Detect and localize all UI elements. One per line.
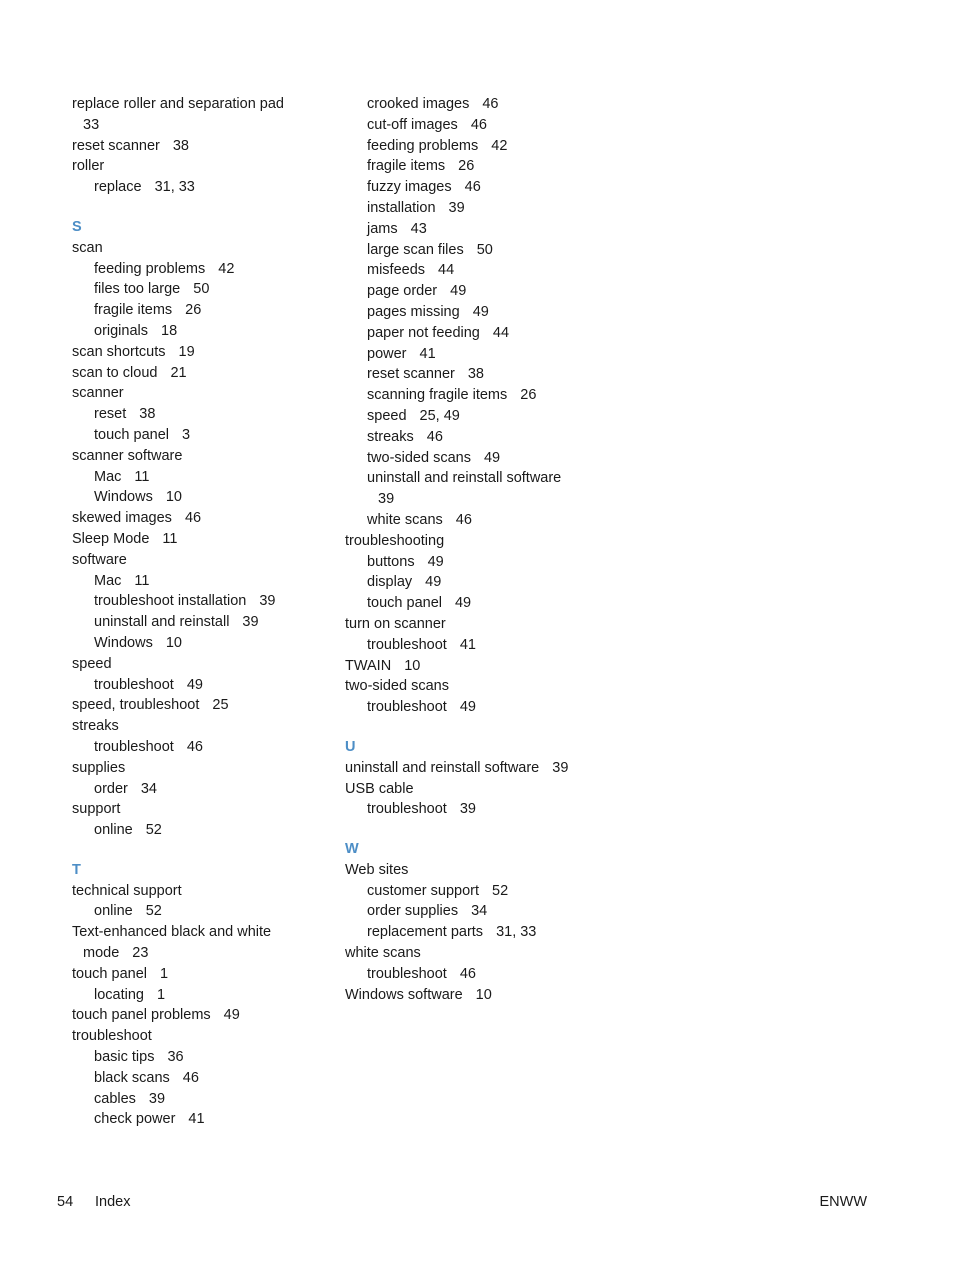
index-term: check power [94, 1111, 176, 1128]
index-term: scanner software [72, 447, 183, 464]
index-page-ref[interactable]: 50 [476, 241, 493, 258]
index-term: troubleshoot [72, 1028, 152, 1045]
index-subentry [345, 115, 610, 136]
index-entry [72, 508, 337, 529]
index-page-ref[interactable]: 39 [148, 1090, 166, 1107]
index-term: white scans [345, 945, 421, 962]
index-entry [72, 238, 337, 259]
index-term: buttons [367, 553, 415, 570]
index-subentry [72, 985, 337, 1006]
index-subentry [72, 779, 337, 800]
index-page-ref[interactable]: 49 [450, 283, 467, 300]
index-entry [345, 656, 610, 677]
index-page-ref[interactable]: 21 [170, 364, 187, 381]
index-term: files too large [94, 281, 181, 298]
index-term: white scans [367, 511, 443, 528]
index-page-ref[interactable]: 41 [459, 636, 476, 653]
index-subentry [345, 510, 610, 531]
index-term: jams [367, 220, 398, 237]
index-entry [345, 943, 610, 964]
index-page-ref[interactable]: 49 [425, 574, 442, 591]
index-page-ref[interactable]: 38 [139, 406, 156, 423]
index-term: online [94, 822, 133, 839]
index-subentry [72, 487, 337, 508]
index-page-ref[interactable]: 42 [218, 260, 235, 277]
index-page-ref[interactable]: 46 [459, 965, 476, 982]
index-entry [72, 799, 337, 820]
index-subentry [345, 240, 610, 261]
index-entry [72, 922, 337, 943]
index-column-left [72, 94, 337, 1130]
index-subentry [345, 697, 610, 718]
index-term: TWAIN [345, 657, 392, 674]
index-term: supplies [72, 759, 126, 776]
index-entry [72, 881, 337, 902]
index-page-ref[interactable]: 46 [182, 1069, 199, 1086]
index-subentry [72, 404, 337, 425]
index-page-ref[interactable]: 39 [242, 614, 259, 631]
index-page-ref[interactable]: 41 [188, 1111, 205, 1128]
index-term: support [72, 801, 121, 818]
index-page-ref[interactable]: 33 [83, 116, 100, 133]
index-subentry [345, 593, 610, 614]
index-page-ref[interactable]: 31, 33 [496, 924, 537, 941]
index-term: technical support [72, 882, 182, 899]
index-term: reset scanner [72, 137, 160, 154]
index-page-ref[interactable]: 46 [455, 511, 472, 528]
index-entry [72, 136, 337, 157]
index-subentry [345, 448, 610, 469]
index-page-ref[interactable]: 19 [178, 343, 195, 360]
index-entry [72, 695, 337, 716]
footer-document-code: ENWW [819, 1194, 867, 1210]
index-page-ref[interactable]: 25, 49 [419, 407, 460, 424]
index-entry [72, 446, 337, 467]
index-page-ref[interactable]: 46 [426, 428, 443, 445]
index-term: scan to cloud [72, 364, 158, 381]
index-term: uninstall and reinstall [94, 614, 230, 631]
index-page-ref[interactable]: 11 [162, 530, 178, 547]
index-term: Sleep Mode [72, 530, 150, 547]
index-term: black scans [94, 1069, 170, 1086]
index-term: scanner [72, 385, 124, 402]
index-entry [72, 964, 337, 985]
index-term: Windows [94, 489, 153, 506]
index-subentry [72, 1089, 337, 1110]
index-subentry [72, 633, 337, 654]
index-term: reset [94, 406, 127, 423]
index-term: feeding problems [94, 260, 206, 277]
index-subentry [345, 385, 610, 406]
index-term: replacement parts [367, 924, 484, 941]
index-entry [345, 614, 610, 635]
index-term: fuzzy images [367, 179, 452, 196]
index-term: installation [367, 199, 436, 216]
index-term: scanning fragile items [367, 387, 508, 404]
index-entry [345, 985, 610, 1006]
index-entry [72, 716, 337, 737]
index-term: scan shortcuts [72, 343, 166, 360]
index-page-ref[interactable]: 10 [165, 489, 182, 506]
index-term: replace [94, 179, 142, 196]
index-subentry [345, 94, 610, 115]
index-entry-continuation [72, 115, 337, 136]
index-subentry [345, 922, 610, 943]
index-entry [72, 363, 337, 384]
index-subentry [345, 323, 610, 344]
index-entry [345, 531, 610, 552]
index-entry-continuation [345, 489, 610, 510]
index-page-ref[interactable]: 46 [464, 179, 481, 196]
index-page-ref[interactable]: 42 [491, 137, 508, 154]
index-term: troubleshoot installation [94, 593, 247, 610]
index-term: two-sided scans [345, 678, 449, 695]
index-page-ref[interactable]: 1 [159, 965, 169, 982]
index-page-ref[interactable]: 39 [552, 759, 569, 776]
index-page-ref[interactable]: 36 [167, 1049, 184, 1066]
index-subentry [345, 552, 610, 573]
index-term: reset scanner [367, 366, 455, 383]
index-term: troubleshoot [367, 636, 447, 653]
index-subentry [72, 571, 337, 592]
index-page-ref[interactable]: 26 [458, 158, 475, 175]
index-page-ref[interactable]: 11 [134, 572, 150, 589]
index-subentry [345, 901, 610, 922]
index-entry [72, 550, 337, 571]
index-page-ref[interactable]: 26 [520, 387, 537, 404]
index-term: troubleshoot [367, 699, 447, 716]
index-page-ref[interactable]: 52 [145, 822, 162, 839]
index-page-ref[interactable]: 49 [483, 449, 501, 466]
index-term: skewed images [72, 510, 172, 527]
index-page-ref[interactable]: 39 [448, 199, 465, 216]
index-entry [72, 342, 337, 363]
index-page-ref[interactable]: 49 [472, 303, 489, 320]
index-term: page order [367, 283, 438, 300]
index-page-ref[interactable]: 49 [454, 595, 472, 612]
index-subentry [345, 156, 610, 177]
index-subentry [345, 198, 610, 219]
index-entry [72, 156, 337, 177]
index-page-ref[interactable]: 49 [459, 699, 476, 716]
index-term: two-sided scans [367, 449, 471, 466]
index-page-ref[interactable]: 43 [410, 220, 427, 237]
index-term: Text-enhanced black and white [72, 924, 272, 941]
index-entry [72, 1026, 337, 1047]
index-letter-heading: T [72, 861, 81, 878]
index-term: Web sites [345, 861, 409, 878]
index-subentry [345, 468, 610, 489]
index-entry [72, 1005, 337, 1026]
index-subentry [345, 799, 610, 820]
index-entry [345, 779, 610, 800]
index-subentry [72, 1068, 337, 1089]
index-term: pages missing [367, 303, 460, 320]
index-term: roller [72, 158, 105, 175]
index-page-ref[interactable]: 23 [132, 945, 149, 962]
index-term: online [94, 903, 133, 920]
index-term: crooked images [367, 96, 470, 112]
index-page-ref[interactable]: 31, 33 [154, 179, 195, 196]
index-subentry [72, 1047, 337, 1068]
index-page-ref[interactable]: 3 [181, 426, 191, 443]
index-term: power [367, 345, 407, 362]
index-subentry [72, 279, 337, 300]
index-entry [72, 654, 337, 675]
index-term: troubleshoot [94, 676, 174, 693]
index-page-ref[interactable]: 52 [492, 882, 509, 899]
index-subentry [345, 281, 610, 302]
index-term: misfeeds [367, 262, 426, 279]
index-term: Windows [94, 634, 153, 651]
index-subentry [72, 901, 337, 922]
index-page-ref[interactable]: 38 [467, 366, 484, 383]
index-page-ref[interactable]: 18 [161, 322, 178, 339]
index-page-ref[interactable]: 52 [145, 903, 162, 920]
index-subentry [345, 406, 610, 427]
index-term: scan [72, 239, 103, 256]
index-term: order supplies [367, 903, 459, 920]
index-term: customer support [367, 882, 480, 899]
index-term: fragile items [94, 302, 173, 319]
index-term: touch panel [367, 595, 442, 612]
index-entry-continuation [72, 943, 337, 964]
index-subentry [345, 136, 610, 157]
index-subentry [72, 675, 337, 696]
index-subentry [345, 344, 610, 365]
index-subentry [345, 177, 610, 198]
index-page-ref[interactable]: 39 [378, 491, 395, 508]
index-subentry [345, 881, 610, 902]
index-subentry [72, 467, 337, 488]
index-term: locating [94, 986, 144, 1003]
index-entry [345, 676, 610, 697]
index-subentry [72, 300, 337, 321]
index-subentry [72, 321, 337, 342]
index-letter-heading: U [345, 738, 356, 755]
index-page-ref[interactable]: 25 [212, 697, 229, 714]
index-page-ref[interactable]: 11 [134, 468, 150, 485]
index-term: mode [83, 945, 120, 962]
index-subentry [72, 737, 337, 758]
index-entry [345, 758, 610, 779]
index-term: USB cable [345, 780, 414, 797]
index-page-ref[interactable]: 10 [404, 657, 421, 674]
index-page-ref[interactable]: 46 [184, 510, 202, 527]
index-term: touch panel [72, 965, 147, 982]
index-entry [72, 383, 337, 404]
index-subentry [345, 427, 610, 448]
index-page-ref[interactable]: 44 [492, 324, 510, 341]
index-subentry [72, 425, 337, 446]
index-term: Mac [94, 468, 122, 485]
index-term: replace roller and separation pad [72, 96, 284, 112]
index-subentry [345, 635, 610, 656]
index-term: troubleshoot [94, 738, 174, 755]
index-term: large scan files [367, 241, 464, 258]
index-page-ref[interactable]: 46 [186, 738, 203, 755]
index-term: cut-off images [367, 116, 458, 133]
index-term: troubleshoot [367, 801, 447, 818]
index-term: touch panel problems [72, 1007, 211, 1024]
index-term: streaks [367, 428, 414, 445]
index-letter-heading: W [345, 841, 359, 858]
index-term: basic tips [94, 1049, 155, 1066]
index-page-ref[interactable]: 46 [470, 116, 487, 133]
index-term: originals [94, 322, 148, 339]
index-page-ref[interactable]: 1 [156, 986, 166, 1003]
index-column-right [345, 94, 610, 1005]
index-entry [72, 529, 337, 550]
index-entry [72, 94, 337, 115]
index-page-ref[interactable]: 39 [459, 801, 476, 818]
footer-section-name: Index [95, 1194, 131, 1210]
footer-page-number: 54 [57, 1194, 74, 1210]
index-page-ref[interactable]: 34 [471, 903, 488, 920]
index-term: Windows software [345, 986, 463, 1003]
index-page-ref[interactable]: 44 [438, 262, 455, 279]
index-term: paper not feeding [367, 324, 480, 341]
index-page-ref[interactable]: 10 [165, 634, 182, 651]
index-subentry [72, 820, 337, 841]
index-letter-heading: S [72, 218, 82, 235]
index-term: streaks [72, 718, 119, 735]
index-page-ref[interactable]: 10 [475, 986, 492, 1003]
index-subentry [345, 302, 610, 323]
index-page-ref[interactable]: 49 [186, 676, 203, 693]
index-page-ref[interactable]: 39 [259, 593, 276, 610]
index-subentry [72, 1109, 337, 1130]
index-subentry [72, 591, 337, 612]
index-page-ref[interactable]: 50 [193, 281, 210, 298]
index-subentry [72, 612, 337, 633]
index-page-ref[interactable]: 49 [427, 553, 444, 570]
index-subentry [72, 177, 337, 198]
index-term: uninstall and reinstall software [367, 470, 562, 487]
index-page-ref[interactable]: 26 [185, 302, 202, 319]
index-page-ref[interactable]: 46 [482, 96, 499, 112]
index-term: touch panel [94, 426, 169, 443]
index-term: speed, troubleshoot [72, 697, 200, 714]
index-term: order [94, 780, 128, 797]
index-term: software [72, 551, 127, 568]
index-page-ref[interactable]: 41 [419, 345, 436, 362]
index-subentry [345, 364, 610, 385]
index-term: display [367, 574, 413, 591]
index-entry [72, 758, 337, 779]
index-term: speed [367, 407, 407, 424]
index-term: feeding problems [367, 137, 479, 154]
index-term: fragile items [367, 158, 446, 175]
index-page-ref[interactable]: 38 [172, 137, 189, 154]
index-term: turn on scanner [345, 615, 446, 632]
index-subentry [345, 260, 610, 281]
index-subentry [345, 219, 610, 240]
index-term: cables [94, 1090, 136, 1107]
index-term: Mac [94, 572, 122, 589]
index-term: speed [72, 655, 112, 672]
index-subentry [72, 259, 337, 280]
index-subentry [345, 964, 610, 985]
index-entry [345, 860, 610, 881]
index-term: troubleshooting [345, 532, 445, 549]
index-term: uninstall and reinstall software [345, 759, 540, 776]
index-subentry [345, 572, 610, 593]
index-page-ref[interactable]: 34 [140, 780, 157, 797]
index-page-ref[interactable]: 49 [223, 1007, 240, 1024]
index-term: troubleshoot [367, 965, 447, 982]
